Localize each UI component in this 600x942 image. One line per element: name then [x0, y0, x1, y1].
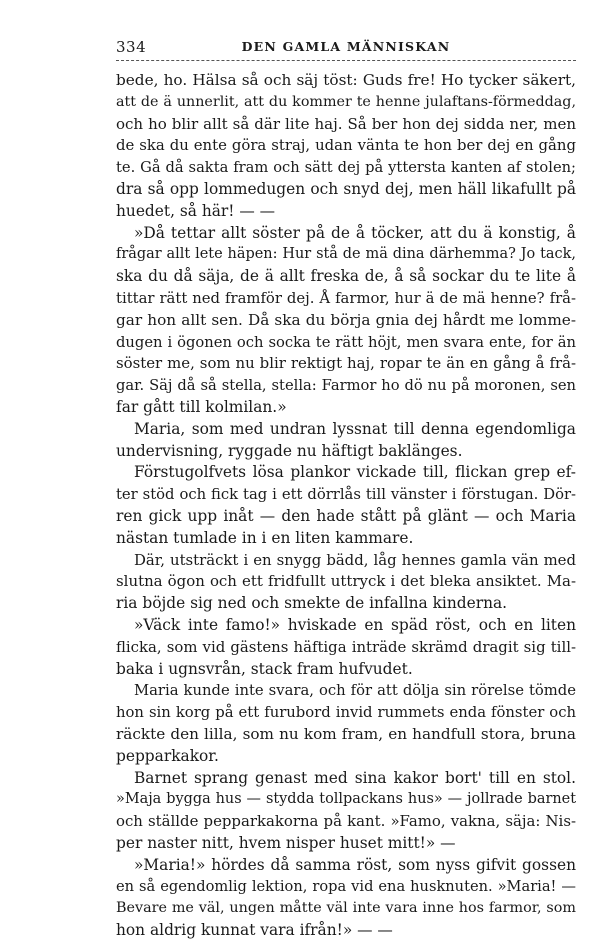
text-line: »Maria!» hördes då samma röst, som nyss gifvit gossen: [134, 855, 576, 874]
text-line: hon sin korg på ett furubord invid rummets enda fönster och: [116, 704, 576, 722]
text-line: en så egendomlig lektion, ropa vid ena husknuten. »Maria! —: [116, 878, 576, 896]
text-line: och ho blir allt så där lite haj. Så ber hon dej sidda ner, men: [116, 114, 576, 133]
text-line: Bevare me väl, ungen måtte väl inte vara inne hos farmor, som: [116, 900, 576, 917]
text-line: och ställde pepparkakorna på kant. »Famo, vakna, säja: Nis-: [116, 812, 576, 831]
text-line: Maria kunde inte svara, och för att dölja sin rörelse tömde: [134, 682, 576, 700]
text-line: dugen i ögonen och socka te rätt höjt, men svara ente, for än: [116, 333, 576, 351]
text-line: ska du då säja, de ä allt freska de, å så sockar du te lite å: [116, 267, 576, 286]
text-line: ria böjde sig ned och smekte de infallna kinderna.: [116, 594, 508, 613]
header-rule: [116, 60, 576, 61]
text-line: gar hon allt sen. Då ska du börja gnia dej hårdt me lomme-: [116, 310, 576, 329]
text-line: nästan tumlade in i en liten kammare.: [116, 528, 414, 547]
text-line: räckte den lilla, som nu kom fram, en handfull stora, bruna: [116, 724, 576, 743]
text-line: far gått till kolmilan.»: [116, 397, 287, 416]
text-line: baka i ugnsvrån, stack fram hufvudet.: [116, 659, 413, 678]
text-line: gar. Säj då så stella, stella: Farmor ho dö nu på moronen, sen: [116, 377, 576, 395]
text-line: pepparkakor.: [116, 746, 219, 765]
text-line: Barnet sprang genast med sina kakor bort' till en stol.: [134, 768, 576, 787]
text-line: Maria, som med undran lyssnat till denna egendomliga: [134, 419, 576, 438]
page-header: [116, 38, 576, 60]
text-line: undervisning, ryggade nu häftigt baklänges.: [116, 441, 463, 460]
text-line: flicka, som vid gästens häftiga inträde skrämd dragit sig till-: [116, 637, 576, 656]
text-line: Förstugolfvets lösa plankor vickade till, flickan grep ef-: [134, 463, 576, 482]
running-title: DEN GAMLA MÄNNISKAN: [241, 39, 451, 54]
text-line: »Väck inte famo!» hviskade en späd röst, och en liten: [134, 615, 576, 634]
text-line: tittar rätt ned framför dej. Å farmor, hur ä de mä henne? frå-: [116, 289, 576, 307]
body-text: [116, 70, 576, 942]
text-line: att de ä unnerlit, att du kommer te henne julaftans-förmeddag,: [116, 93, 576, 110]
text-line: huedet, så här! — —: [116, 201, 276, 220]
text-line: söster me, som nu blir rektigt haj, ropar te än en gång å frå-: [116, 354, 576, 373]
text-line: slutna ögon och ett fridfullt uttryck i det bleka ansiktet. Ma-: [116, 572, 576, 591]
text-line: per naster nitt, hvem nisper huset mitt!» —: [116, 833, 456, 852]
text-line: bede, ho. Hälsa så och säj töst: Guds fre! Ho tycker säkert,: [116, 71, 576, 89]
text-line: dra så opp lommedugen och snyd dej, men häll likafullt på: [116, 179, 576, 198]
text-line: de ska du ente göra straj, udan vänta te hon ber dej en gång: [116, 136, 576, 155]
text-line: »Då tettar allt söster på de å töcker, att du ä konstig, å: [134, 223, 576, 242]
text-line: Där, utsträckt i en snygg bädd, låg hennes gamla vän med: [134, 550, 576, 569]
text-line: ren gick upp inåt — den hade stått på glänt — och Maria: [116, 506, 576, 525]
text-line: frågar allt lete häpen: Hur stå de mä dina därhemma? Jo tack,: [116, 246, 576, 263]
text-line: hon aldrig kunnat vara ifrån!» — —: [116, 921, 393, 940]
text-line: »Maja bygga hus — stydda tollpackans hus» — jollrade barnet: [116, 791, 576, 808]
text-line: ter stöd och fick tag i ett dörrlås till vänster i förstugan. Dör-: [116, 486, 576, 504]
page-number: 334: [116, 38, 147, 56]
text-line: te. Gå då sakta fram och sätt dej på yttersta kanten af stolen;: [116, 159, 576, 177]
